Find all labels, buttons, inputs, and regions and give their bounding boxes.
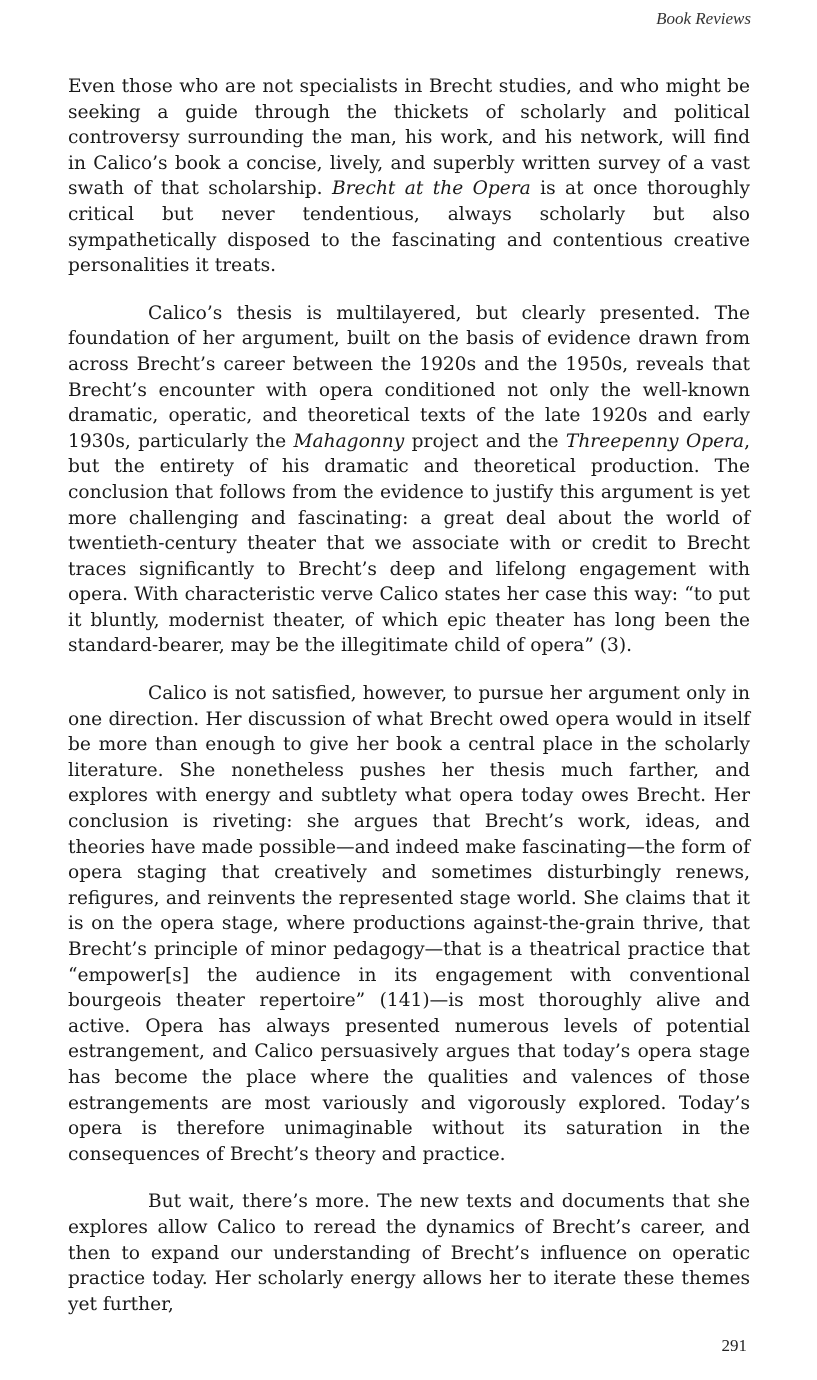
review-body [68,74,750,1317]
paragraph-2-text-c: , but the entirety of his dramatic and theoretical production. The conclusion that follows from the evidence to justify this argument is yet more challenging and fascinating: a great deal about the world of twentieth-century theater that we associate with or credit to Brecht traces significantly to Brecht’s deep and lifelong engagement with opera. With characteristic verve Calico states her case this way: “to put it bluntly, modernist theater, of which epic theater has long been the standard-bearer, may be the illegitimate child of opera” (3). [68,430,751,657]
paragraph-1 [68,74,750,279]
mahagonny-title-italic: Mahagonny [293,430,405,452]
running-header: Book Reviews [656,9,751,28]
paragraph-4-text: But wait, there’s more. The new texts and documents that she explores allow Calico to reread the dynamics of Brecht’s career, and then to expand our understanding of Brecht’s influence on operatic practice today. Her scholarly energy allows her to iterate these themes yet further, [68,1191,750,1315]
threepenny-title-italic: Threepenny Opera [565,430,745,452]
book-title-italic: Brecht at the Opera [331,178,531,200]
paragraph-3 [68,681,750,1167]
page-number: 291 [721,1336,747,1355]
paragraph-3-text: Calico is not satisfied, however, to pursue her argument only in one direction. Her discussion of what Brecht owed opera would in itself be more than enough to give her book a central place in the scholarly literature. She nonetheless pushes her thesis much farther, and explores with energy and subtlety what opera today owes Brecht. Her conclusion is riveting: she argues that Brecht’s work, ideas, and theories have made possible—and indeed make fascinating—the form of opera staging that creatively and sometimes disturbingly renews, refigures, and reinvents the represented stage world. She claims that it is on the opera stage, where productions against-the-grain thrive, that Brecht’s principle of minor pedagogy—that is a theatrical practice that “empower[s] the audience in its engagement with conventional bourgeois theater repertoire” (141)—is most thoroughly alive and active. Opera has always presented numerous levels of potential estrangement, and Calico persuasively argues that today’s opera stage has become the place where the qualities and valences of those estrangements are most variously and vigorously explored. Today’s opera is therefore unimaginable without its saturation in the consequences of Brecht’s theory and practice. [68,683,750,1165]
paragraph-2 [68,301,750,659]
paragraph-2-text-b: project and the [404,430,566,452]
paragraph-2-text-a: Calico’s thesis is multilayered, but clearly presented. The foundation of her argument, built on the basis of evidence drawn from across Brecht’s career between the 1920s and the 1950s, reveals that Brecht’s encounter with opera conditioned not only the well-known dramatic, operatic, and theoretical texts of the late 1920s and early 1930s, particularly the [68,302,750,452]
paragraph-1-text-a: Even those who are not specialists in Brecht studies, and who might be seeking a guide through the thickets of scholarly and political controversy surrounding the man, his work, and his network, will find in Calico’s book a concise, lively, and superbly written survey of a vast swath of that scholarship. [68,76,750,200]
paragraph-4 [68,1189,750,1317]
paragraph-1-text-b: is at once thoroughly critical but never tendentious, always scholarly but also sympathetically disposed to the fascinating and contentious creative personalities it treats. [68,178,750,277]
